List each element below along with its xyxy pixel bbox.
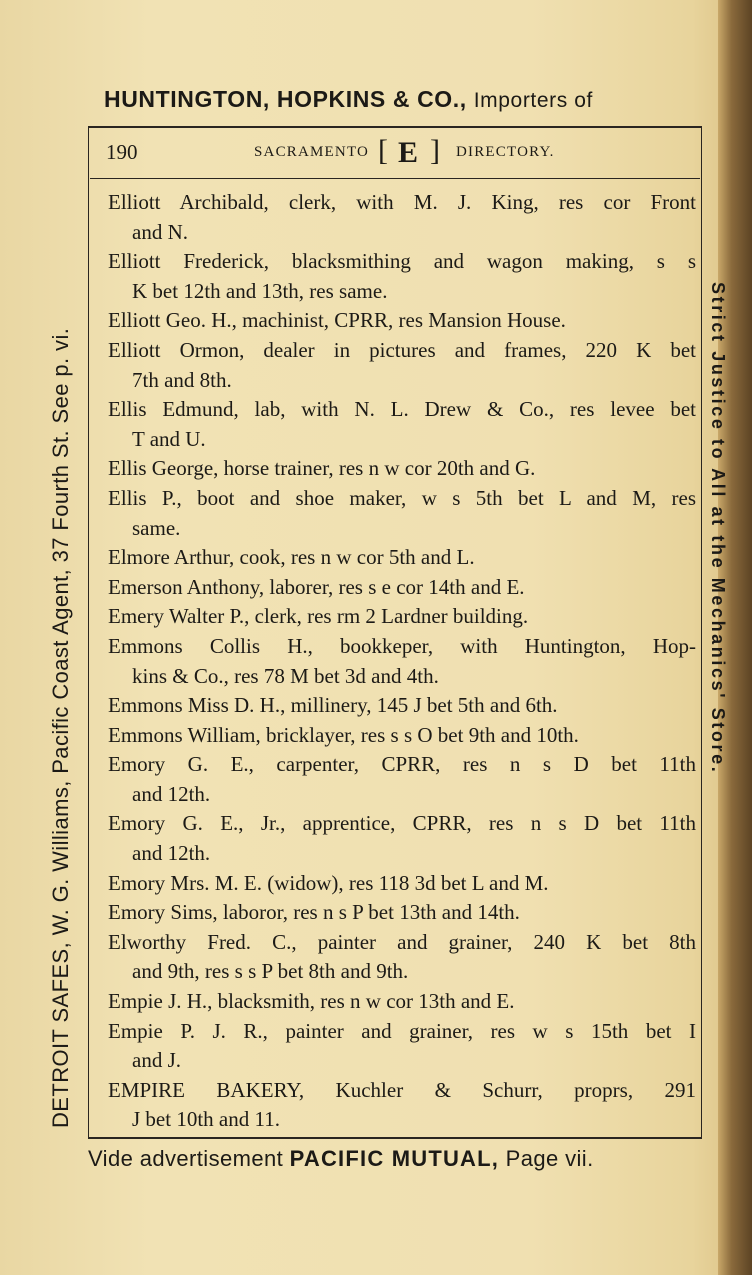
entry-continuation-line: 7th and 8th. [132,367,232,392]
entry-line: Emory G. E., Jr., apprentice, CPRR, res n s D bet 11th [108,811,696,836]
entry-line: Elworthy Fred. C., painter and grainer, 240 K bet 8th [108,929,696,954]
entry-continuation-line: and J. [132,1048,181,1073]
directory-entry [108,395,696,454]
directory-entries [108,188,696,1135]
advertiser-name: HUNTINGTON, HOPKINS & CO., [104,86,467,112]
entry-line: Elliott Geo. H., machinist, CPRR, res Mansion House. [108,308,566,333]
entry-continuation-line: K bet 12th and 13th, res same. [132,278,388,303]
header-rule [90,178,700,179]
entry-line: Ellis P., boot and shoe maker, w s 5th bet L and M, res [108,485,696,510]
entry-continuation-line: kins & Co., res 78 M bet 3d and 4th. [132,663,439,688]
entry-line: Elliott Archibald, clerk, with M. J. King, res cor Front [108,190,696,214]
entry-continuation-line: T and U. [132,426,206,451]
entry-continuation-line: and 12th. [132,841,211,866]
directory-entry [108,454,696,484]
right-margin-text: Strict Justice to All at the Mechanics' Store. [708,282,728,775]
directory-entry [108,898,696,928]
directory-entry [108,484,696,543]
directory-entry [108,632,696,691]
entry-line: Emory Mrs. M. E. (widow), res 118 3d bet L and M. [108,870,549,895]
entry-line: Ellis Edmund, lab, with N. L. Drew & Co., res levee bet [108,397,696,422]
directory-entry [108,987,696,1017]
directory-entry [108,809,696,868]
entry-line: Elliott Ormon, dealer in pictures and frames, 220 K bet [108,337,696,362]
top-advertisement-banner [104,86,704,120]
running-head-city: SACRAMENTO [254,144,370,160]
entry-line: Emmons Collis H., bookkeper, with Huntington, Hop- [108,633,696,658]
bottom-banner-lead: Vide advertisement [88,1146,284,1171]
advertiser-tagline: Importers of [473,89,593,112]
entry-line: Elliott Frederick, blacksmithing and wagon making, s s [108,249,696,274]
directory-entry [108,1017,696,1076]
directory-entry [108,1076,696,1135]
entry-line: Empie J. H., blacksmith, res n w cor 13th and E. [108,989,515,1014]
running-head-section: DIRECTORY. [456,144,555,160]
bottom-banner-tail: Page vii. [505,1146,594,1171]
entry-line: Emory Sims, laboror, res n s P bet 13th and 14th. [108,900,520,925]
right-margin-advertisement [674,282,728,1002]
bottom-banner-name: PACIFIC MUTUAL, [289,1146,500,1171]
entry-line: Emmons William, bricklayer, res s s O bet 9th and 10th. [108,722,579,747]
frame-bottom-rule [88,1137,702,1139]
directory-entry [108,247,696,306]
entry-line: Emerson Anthony, laborer, res s e cor 14th and E. [108,574,525,599]
entry-continuation-line: same. [132,515,181,540]
entry-line: Empie P. J. R., painter and grainer, res w s 15th bet I [108,1018,696,1043]
directory-entry [108,188,696,247]
directory-entry [108,750,696,809]
directory-entry [108,543,696,573]
bracket-close: ] [430,134,442,167]
entry-continuation-line: and 9th, res s s P bet 8th and 9th. [132,959,409,984]
entry-line: Emmons Miss D. H., millinery, 145 J bet 5th and 6th. [108,693,558,718]
directory-entry [108,336,696,395]
directory-entry [108,602,696,632]
directory-entry [108,691,696,721]
page-number: 190 [106,140,138,164]
bottom-advertisement-banner [88,1146,708,1172]
entry-line: Ellis George, horse trainer, res n w cor 20th and G. [108,456,536,481]
section-letter: E [398,136,420,169]
running-head [254,134,614,174]
entry-line: EMPIRE BAKERY, Kuchler & Schurr, proprs, 291 [108,1077,696,1102]
left-margin-advertisement: DETROIT SAFES, W. G. Williams, Pacific Coast Agent, 37 Fourth St. See p. vi. [48,327,73,1128]
entry-line: Emory G. E., carpenter, CPRR, res n s D bet 11th [108,752,696,777]
entry-line: Elmore Arthur, cook, res n w cor 5th and L. [108,545,475,570]
directory-entry [108,869,696,899]
directory-entry [108,306,696,336]
bracket-open: [ [378,134,390,167]
entry-line: Emery Walter P., clerk, res rm 2 Lardner building. [108,604,529,629]
frame-top-rule [88,126,702,128]
entry-continuation-line: J bet 10th and 11. [132,1107,280,1132]
entry-continuation-line: and N. [132,219,188,244]
directory-entry [108,573,696,603]
directory-entry [108,721,696,751]
directory-entry [108,928,696,987]
entry-continuation-line: and 12th. [132,781,211,806]
